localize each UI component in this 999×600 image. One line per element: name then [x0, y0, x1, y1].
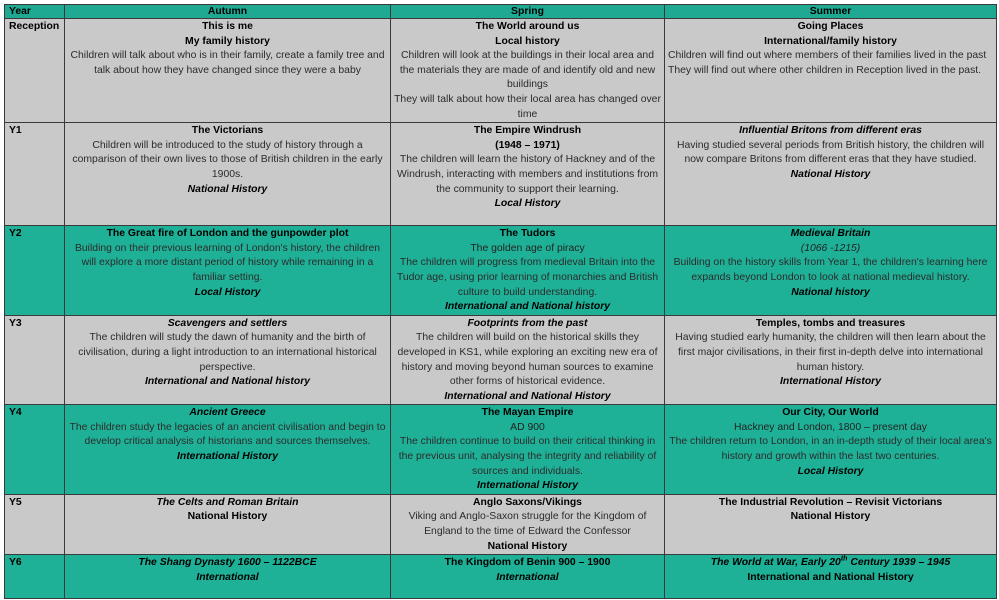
- unit-description: Children will be introduced to the study of history through a comparison of their own lives to those of British children in the early 1900s.: [72, 139, 383, 180]
- summer-unit: [665, 19, 997, 123]
- unit-description: Building on the history skills from Year 1, the children's learning here expands beyond London to look at national medieval history.: [673, 257, 988, 283]
- unit-description: The children continue to build on their critical thinking in the previous unit, analysing the integrity and reliability of sources and individuals.: [398, 436, 657, 477]
- row-reception: [5, 19, 997, 123]
- unit-tag: International History: [176, 451, 279, 463]
- spring-unit: [391, 555, 665, 599]
- unit-subtitle: My family history: [185, 35, 270, 47]
- unit-title: The Mayan Empire: [481, 407, 574, 419]
- history-curriculum-table: [4, 4, 997, 599]
- unit-description-extra: They will talk about how their local area has changed over time: [394, 93, 661, 120]
- row-y3: [5, 315, 997, 405]
- row-y2: [5, 226, 997, 316]
- header-spring: Spring: [391, 5, 665, 19]
- unit-tag: National History: [790, 511, 871, 523]
- unit-title: The Industrial Revolution – Revisit Victorians: [718, 496, 943, 508]
- year-label: Y2: [5, 226, 65, 316]
- unit-description: Having studied several periods from British history, the children will now compare Britons from different eras that they have studied.: [676, 139, 985, 166]
- unit-tag: Local History: [494, 198, 561, 210]
- summer-unit: [665, 555, 997, 599]
- unit-title: Our City, Our World: [782, 407, 879, 419]
- summer-unit: [665, 315, 997, 405]
- summer-unit: [665, 405, 997, 495]
- header-row: [5, 5, 997, 19]
- unit-description-extra: They will find out where other children in Reception lived in the past.: [668, 64, 982, 76]
- summer-unit: [665, 494, 997, 554]
- unit-title: The Great fire of London and the gunpowder plot: [106, 228, 349, 240]
- unit-title: Ancient Greece: [189, 407, 266, 419]
- unit-subtitle: International/family history: [764, 35, 897, 47]
- unit-tag: International and National history: [444, 301, 611, 313]
- unit-description: The children will study the dawn of humanity and the birth of civilisation, during a light introduction to an international historical perspective.: [78, 332, 377, 373]
- unit-tag: International and National History: [747, 571, 914, 583]
- unit-title: This is me: [202, 21, 253, 32]
- header-autumn: Autumn: [65, 5, 391, 19]
- unit-description: The children will learn the history of Hackney and of the Windrush, interacting with members and institutions from the community to support their learning.: [396, 154, 659, 195]
- unit-tag: International: [196, 571, 259, 583]
- unit-tag: International and National History: [444, 390, 611, 402]
- unit-title: The World around us: [475, 21, 580, 32]
- unit-title: Influential Britons from different eras: [739, 125, 922, 137]
- unit-description: Children will talk about who is in their family, create a family tree and talk about how they have changed since they were a baby: [70, 50, 385, 76]
- unit-description: The children will build on the historical skills they developed in KS1, while exploring an exciting new era of history and moving beyond human sources to examine other forms of historical evidence.: [397, 332, 658, 388]
- year-label: Reception: [5, 19, 65, 123]
- unit-description: The children return to London, in an in-depth study of their local area's history and growth within the last two centuries.: [669, 436, 992, 463]
- spring-unit: [391, 123, 665, 226]
- unit-title: The Shang Dynasty 1600 – 1122BCE: [138, 557, 317, 569]
- row-y1: [5, 123, 997, 226]
- unit-subtitle: Hackney and London, 1800 – present day: [734, 421, 927, 433]
- unit-title: Scavengers and settlers: [167, 317, 288, 329]
- unit-subtitle: Local history: [495, 35, 560, 47]
- autumn-unit: [65, 123, 391, 226]
- unit-tag: National history: [791, 286, 870, 298]
- autumn-unit: [65, 315, 391, 405]
- unit-title: Footprints from the past: [467, 317, 588, 329]
- autumn-unit: [65, 555, 391, 599]
- unit-tag: International History: [779, 376, 882, 388]
- unit-tag: National History: [487, 540, 568, 552]
- unit-title: The Tudors: [499, 228, 556, 240]
- unit-title-superscript: th: [840, 555, 848, 563]
- unit-title: The Empire Windrush: [473, 125, 582, 137]
- row-y5: [5, 494, 997, 554]
- unit-description: Viking and Anglo-Saxon struggle for the Kingdom of England to the time of Edward the Confessor: [408, 511, 647, 538]
- header-summer: Summer: [665, 5, 997, 19]
- unit-tag: Local History: [797, 465, 864, 477]
- unit-title: Temples, tombs and treasures: [755, 317, 906, 329]
- unit-tag: National History: [187, 183, 268, 195]
- autumn-unit: [65, 226, 391, 316]
- unit-tag: Local History: [194, 286, 261, 298]
- year-label: Y4: [5, 405, 65, 495]
- autumn-unit: [65, 19, 391, 123]
- spring-unit: [391, 19, 665, 123]
- unit-description: The children will progress from medieval Britain into the Tudor age, using prior learning of monarchies and British culture to build understanding.: [396, 257, 659, 298]
- spring-unit: [391, 315, 665, 405]
- unit-description: Children will look at the buildings in their local area and the materials they are made of and identify old and new buildings: [399, 50, 656, 91]
- spring-unit: [391, 494, 665, 554]
- unit-title: Going Places: [797, 21, 864, 32]
- year-label: Y5: [5, 494, 65, 554]
- year-label: Y3: [5, 315, 65, 405]
- year-label: Y6: [5, 555, 65, 599]
- row-y4: [5, 405, 997, 495]
- autumn-unit: [65, 405, 391, 495]
- unit-subtitle: AD 900: [510, 421, 545, 433]
- spring-unit: [391, 405, 665, 495]
- unit-tag: International History: [476, 480, 579, 492]
- unit-subtitle: The golden age of piracy: [470, 242, 585, 254]
- unit-tag: International: [496, 571, 559, 583]
- unit-description: Having studied early humanity, the children will then learn about the first major civilisations, in their first in-depth delve into international human history.: [675, 332, 986, 373]
- unit-description: The children study the legacies of an ancient civilisation and begin to develop critical analysis of historians and sources themselves.: [69, 421, 386, 448]
- unit-description: Building on their previous learning of London's history, the children will explore a more distant period of history while remaining in a familiar setting.: [74, 242, 381, 283]
- summer-unit: [665, 226, 997, 316]
- year-label: Y1: [5, 123, 65, 226]
- unit-title: The Celts and Roman Britain: [156, 496, 299, 508]
- header-year: Year: [5, 5, 65, 19]
- unit-subtitle: (1948 – 1971): [495, 139, 560, 151]
- spring-unit: [391, 226, 665, 316]
- unit-tag: National History: [790, 168, 871, 180]
- unit-title: Medieval Britain: [790, 228, 871, 240]
- unit-title: The Victorians: [191, 125, 264, 137]
- unit-title: Anglo Saxons/Vikings: [473, 496, 582, 508]
- unit-tag: National History: [187, 511, 268, 523]
- summer-unit: [665, 123, 997, 226]
- unit-tag: International and National history: [144, 376, 311, 388]
- unit-title: The Kingdom of Benin 900 – 1900: [444, 557, 611, 569]
- unit-subtitle: (1066 -1215): [800, 242, 861, 254]
- row-y6: [5, 555, 997, 599]
- unit-title-start: The World at War, Early 20: [710, 557, 841, 569]
- unit-title-end: Century 1939 – 1945: [847, 557, 951, 569]
- unit-title: [668, 556, 993, 571]
- unit-description: Children will find out where members of their families lived in the past: [668, 50, 987, 62]
- autumn-unit: [65, 494, 391, 554]
